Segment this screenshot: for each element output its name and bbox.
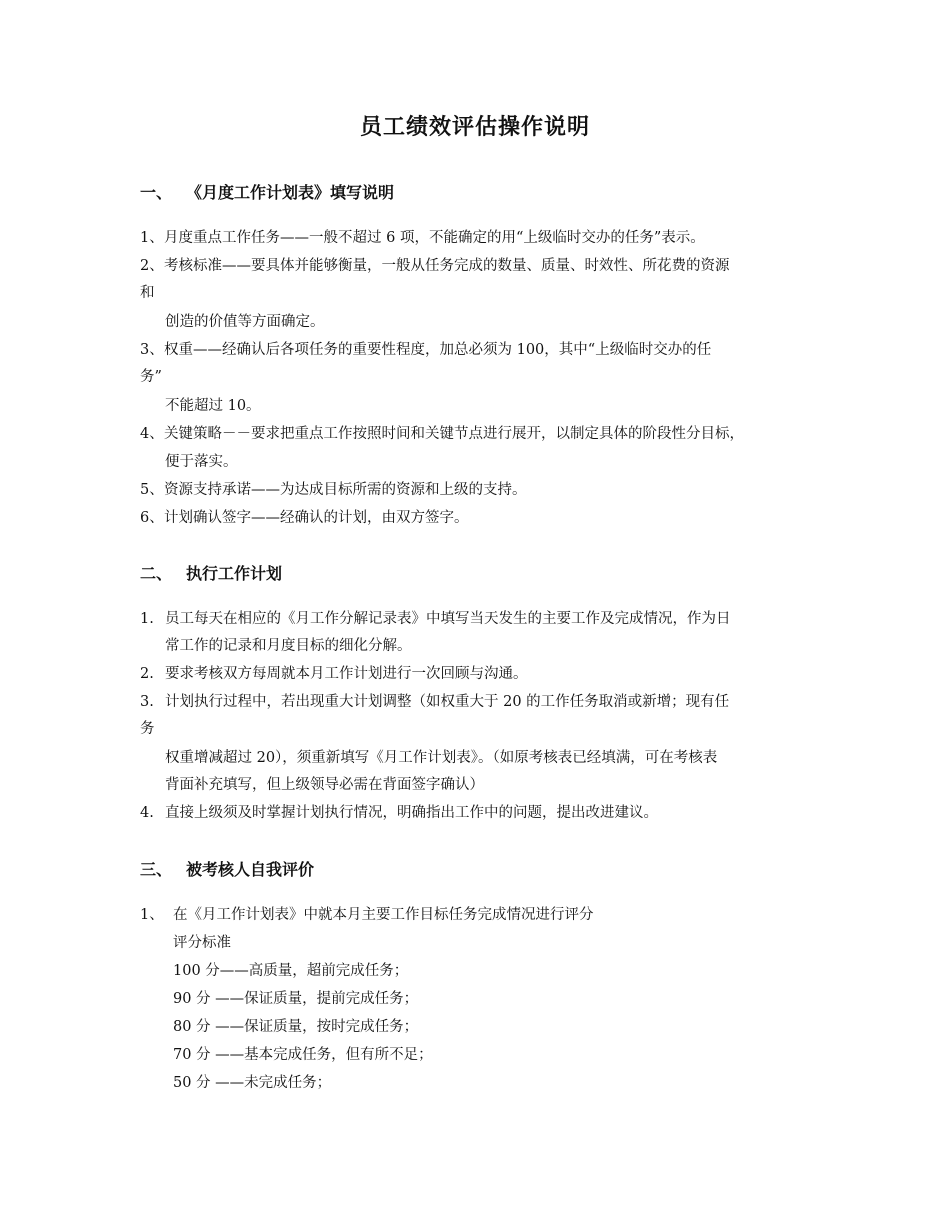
section-1-item [140, 340, 711, 360]
section-2-item-continuation: 权重增减超过 20），须重新填写《月工作计划表》。（如原考核表已经填满，可在考核表 [165, 750, 718, 766]
section-1-number: 一、 [140, 183, 173, 202]
item-marker: 1. [140, 611, 154, 627]
scoring-standard-row: 100 分——高质量，超前完成任务； [173, 963, 409, 979]
section-2-item [140, 692, 729, 712]
section-2-item-continuation: 常工作的记录和月度目标的细化分解。 [165, 638, 412, 654]
section-1-item [140, 508, 469, 528]
item-marker: 5、 [140, 482, 164, 498]
item-text: 月度重点工作任务——一般不超过 6 项，不能确定的用“上级临时交办的任务”表示。 [164, 230, 705, 246]
scoring-standard-label: 评分标准 [173, 935, 231, 951]
item-text: 员工每天在相应的《月工作分解记录表》中填写当天发生的主要工作及完成情况，作为日 [165, 611, 731, 627]
section-2-item [140, 609, 731, 629]
item-text: 关键策略－－要求把重点工作按照时间和关键节点进行展开，以制定具体的阶段性分目标， [164, 426, 744, 442]
item-text: 资源支持承诺——为达成目标所需的资源和上级的支持。 [164, 482, 527, 498]
scoring-standard-row: 80 分 ——保证质量，按时完成任务； [173, 1019, 419, 1035]
section-3-title: 被考核人自我评价 [186, 860, 315, 879]
item-text: 计划执行过程中，若出现重大计划调整（如权重大于 20 的工作任务取消或新增；现有任 [165, 694, 730, 710]
section-2-number: 二、 [140, 564, 173, 583]
item-text: 计划确认签字——经确认的计划，由双方签字。 [164, 510, 469, 526]
section-2-item [140, 664, 528, 684]
section-1-item-continuation: 和 [140, 285, 155, 301]
section-1-item-continuation: 创造的价值等方面确定。 [165, 314, 325, 330]
scoring-standard-row: 50 分 ——未完成任务； [173, 1075, 332, 1091]
section-1-item-continuation: 不能超过 10。 [165, 398, 261, 414]
item-marker: 2. [140, 666, 154, 682]
item-marker: 4、 [140, 426, 164, 442]
section-1-heading [140, 181, 394, 205]
item-text: 考核标准——要具体并能够衡量，一般从任务完成的数量、质量、时效性、所花费的资源 [164, 258, 730, 274]
item-text: 要求考核双方每周就本月工作计划进行一次回顾与沟通。 [165, 666, 528, 682]
document-title: 员工绩效评估操作说明 [359, 115, 590, 140]
section-1-item-continuation: 便于落实。 [165, 454, 238, 470]
section-1-title: 《月度工作计划表》填写说明 [186, 183, 395, 202]
scoring-standard-row: 70 分 ——基本完成任务，但有所不足； [173, 1047, 433, 1063]
section-1-item [140, 256, 730, 276]
item-text: 在《月工作计划表》中就本月主要工作目标任务完成情况进行评分 [173, 907, 594, 923]
section-3-item [140, 905, 594, 925]
section-2-item-continuation: 背面补充填写，但上级领导必需在背面签字确认） [165, 777, 484, 793]
section-2-item-continuation: 务 [140, 721, 155, 737]
section-1-item [140, 424, 744, 444]
item-marker: 6、 [140, 510, 164, 526]
section-3-heading [140, 858, 314, 882]
section-3-number: 三、 [140, 860, 173, 879]
item-marker: 3、 [140, 342, 164, 358]
section-2-title: 执行工作计划 [186, 564, 283, 583]
section-1-item [140, 480, 527, 500]
item-text: 直接上级须及时掌握计划执行情况，明确指出工作中的问题，提出改进建议。 [165, 805, 658, 821]
item-text: 权重——经确认后各项任务的重要性程度，加总必须为 100，其中“上级临时交办的任 [164, 342, 712, 358]
section-2-heading [140, 562, 282, 586]
item-marker: 1、 [140, 907, 164, 923]
item-marker: 4. [140, 805, 154, 821]
section-1-item [140, 228, 705, 248]
item-marker: 2、 [140, 258, 164, 274]
scoring-standard-row: 90 分 ——保证质量，提前完成任务； [173, 991, 419, 1007]
item-marker: 1、 [140, 230, 164, 246]
item-marker: 3. [140, 694, 154, 710]
section-1-item-continuation: 务” [140, 369, 162, 385]
section-2-item [140, 803, 658, 823]
